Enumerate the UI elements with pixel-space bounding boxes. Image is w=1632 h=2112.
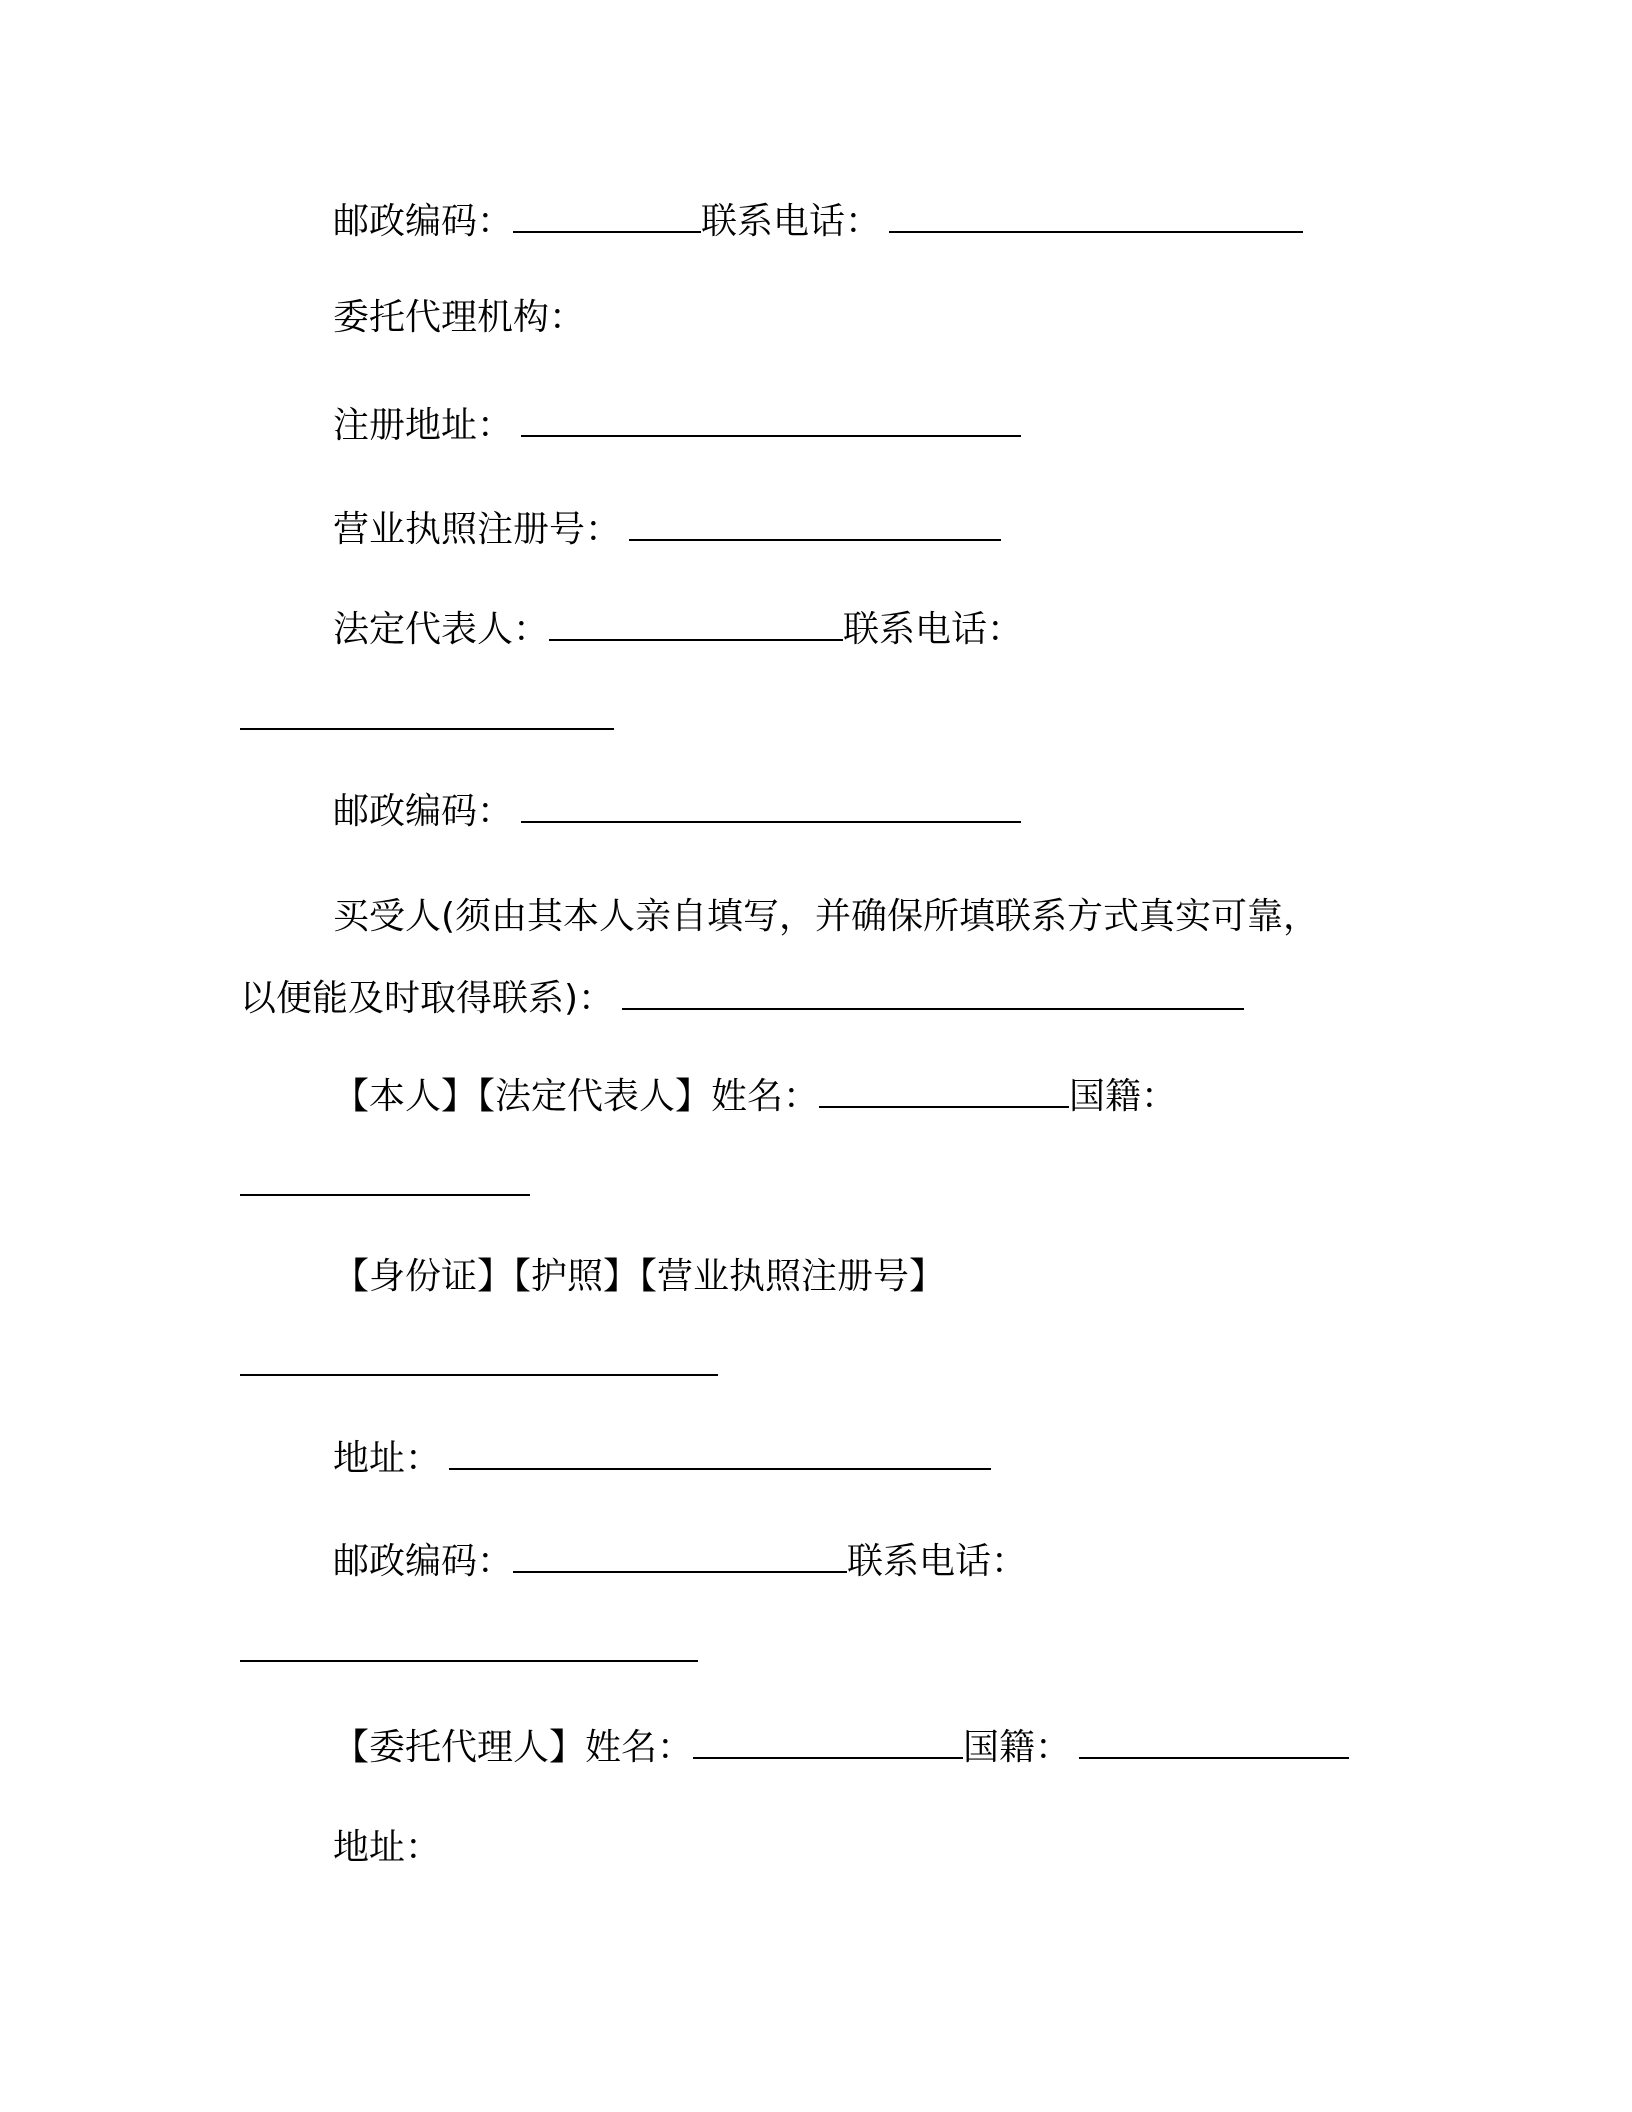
- phone-label-3: 联系电话：: [847, 1541, 1028, 1582]
- agent-nationality-field[interactable]: [1079, 1727, 1349, 1759]
- agent-name-row: [333, 1726, 1349, 1770]
- agent-name-field[interactable]: [693, 1727, 963, 1759]
- phone-field[interactable]: [889, 201, 1303, 233]
- business-license-row: [333, 508, 1001, 552]
- business-license-field[interactable]: [629, 509, 1001, 541]
- legal-rep-phone-field[interactable]: [240, 728, 614, 730]
- registered-address-label: 注册地址：: [333, 405, 514, 446]
- buyer-paragraph-line-1: [333, 895, 1319, 939]
- postal-row-2: [333, 790, 1021, 834]
- agent-address-label: 地址：: [333, 1827, 442, 1868]
- legal-rep-field[interactable]: [549, 609, 843, 641]
- agent-address-row: [333, 1826, 441, 1870]
- buyer-name-row: [333, 1075, 1177, 1119]
- postal-code-field-2[interactable]: [521, 791, 1021, 823]
- legal-rep-label: 法定代表人：: [333, 609, 550, 650]
- buyer-id-row: [333, 1255, 945, 1299]
- postal-code-label-2: 邮政编码：: [333, 791, 514, 832]
- phone-label: 联系电话：: [701, 201, 882, 242]
- postal-code-label: 邮政编码：: [333, 201, 514, 242]
- business-license-label: 营业执照注册号：: [333, 509, 622, 550]
- buyer-nationality-label: 国籍：: [1069, 1076, 1178, 1117]
- agent-nationality-label: 国籍：: [963, 1727, 1072, 1768]
- agency-heading-row: [333, 296, 585, 340]
- buyer-address-row: [333, 1437, 991, 1481]
- legal-rep-row: [333, 608, 1023, 652]
- registered-address-field[interactable]: [521, 405, 1021, 437]
- buyer-paragraph-line-2: [240, 977, 1244, 1021]
- buyer-name-field[interactable]: [819, 1076, 1069, 1108]
- agent-name-label: 【委托代理人】姓名：: [333, 1727, 694, 1768]
- agency-heading: 委托代理机构：: [333, 297, 586, 338]
- postal-phone-row-1: [333, 200, 1303, 244]
- buyer-instruction-text-1: 买受人(须由其本人亲自填写，并确保所填联系方式真实可靠，: [333, 896, 1320, 937]
- buyer-nationality-field[interactable]: [240, 1194, 530, 1196]
- buyer-address-label: 地址：: [333, 1438, 442, 1479]
- buyer-instruction-text-2: 以便能及时取得联系)：: [240, 978, 615, 1019]
- postal-code-label-3: 邮政编码：: [333, 1541, 514, 1582]
- legal-rep-phone-label: 联系电话：: [843, 609, 1024, 650]
- buyer-field[interactable]: [622, 978, 1244, 1010]
- buyer-id-field[interactable]: [240, 1374, 718, 1376]
- registered-address-row: [333, 404, 1021, 448]
- postal-code-field-3[interactable]: [513, 1541, 847, 1573]
- postal-code-field[interactable]: [513, 201, 701, 233]
- buyer-name-label: 【本人】【法定代表人】姓名：: [333, 1076, 820, 1117]
- buyer-address-field[interactable]: [449, 1438, 991, 1470]
- buyer-id-label: 【身份证】【护照】【营业执照注册号】: [333, 1256, 946, 1297]
- phone-field-3[interactable]: [240, 1660, 698, 1662]
- postal-phone-row-3: [333, 1540, 1027, 1584]
